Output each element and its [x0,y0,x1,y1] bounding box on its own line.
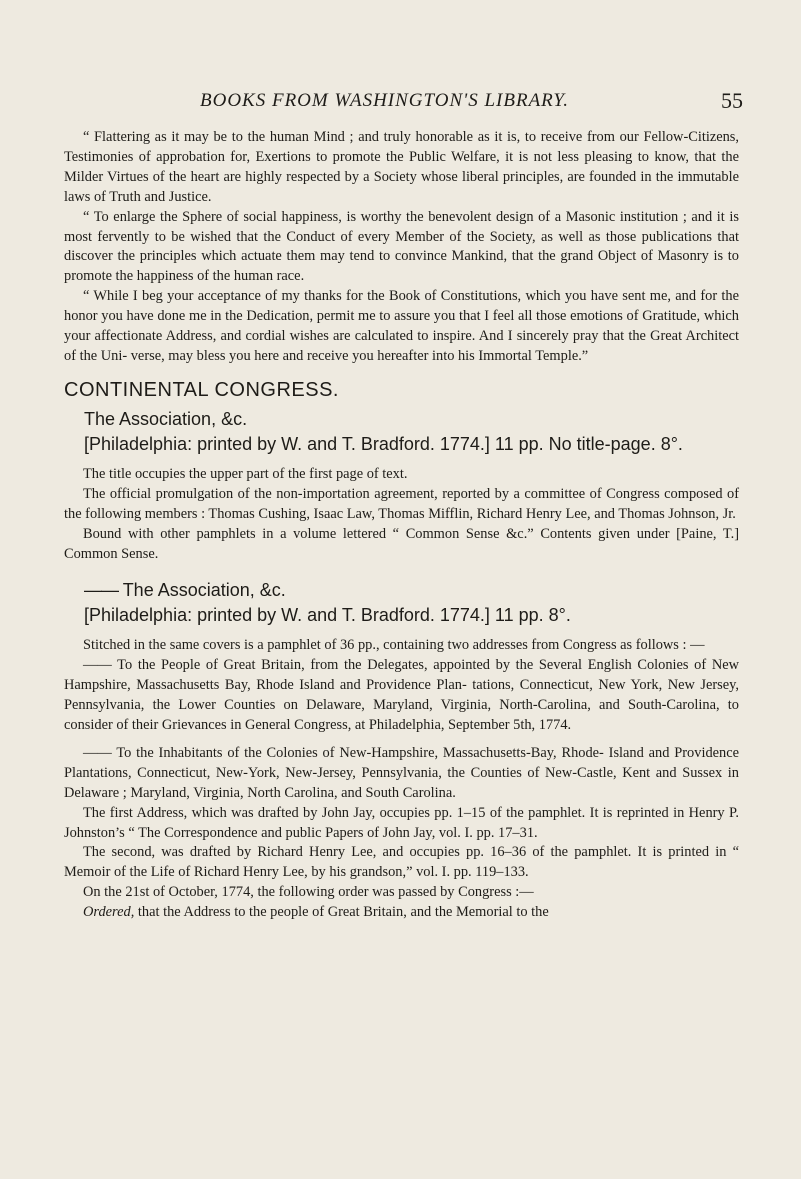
section-heading: CONTINENTAL CONGRESS. [64,378,339,401]
letter-paragraph-3: “ While I beg your acceptance of my thanks for the Book of Constitutions, which you have sent me, and for the honor you have done me in the Dedication, permit me to assure you that I feel all those emotions of Gratitude, which your affectionate Address, and cordial wishes are calculated to inspire. And I sincerely pray that the Great Architect of the Uni- verse, may bless you here and receive you hereafter into his Immortal Temple.” [64,288,739,364]
page-header [200,90,743,116]
running-title: BOOKS FROM WASHINGTON'S LIBRARY. [200,90,570,111]
page-body [64,128,739,923]
entry2-ordered [64,903,739,923]
entry1-title: The Association, &c. [84,408,248,429]
entry2-note-2: The second, was drafted by Richard Henry Lee, and occupies pp. 16–36 of the pamphlet. It is printed in “ Memoir of the Life of Richard Henry Lee, by his grandson,” vol. I. pp. 119–133. [64,844,739,881]
entry2-address-2: —— To the Inhabitants of the Colonies of New-Hampshire, Massachusetts-Bay, Rhode- Island and Providence Plantations, Connecticut, New-York, New-Jersey, Pennsylvania, the Counties of New-Castle, Kent and Sussex in Delaware ; Maryland, Virginia, North Carolina, and South Carolina. [64,744,739,801]
entry2-dash: —— [84,580,118,601]
entry1-note-3: Bound with other pamphlets in a volume lettered “ Common Sense &c.” Contents given under [Paine, T.] Common Sense. [64,525,739,562]
entry2-intro: Stitched in the same covers is a pamphlet of 36 pp., containing two addresses from Congress as follows : — [83,637,705,654]
entry2-note-3: On the 21st of October, 1774, the following order was passed by Congress :— [83,884,534,901]
letter-paragraph-1: “ Flattering as it may be to the human Mind ; and truly honorable as it is, to receive from our Fellow-Citizens, Testimonies of approbation for, Exertions to promote the Public Welfare, it is not less pleasing to know, that the Milder Virtues of the heart are highly respected by a Society whose liberal principles, are founded in the immutable laws of Truth and Justice. [64,129,739,205]
entry2-title: The Association, &c. [122,580,286,601]
entry2-title-line [64,578,739,603]
entry1-imprint: [Philadelphia: printed by W. and T. Bradford. 1774.] 11 pp. No title-page. 8°. [84,433,683,454]
letter-paragraph-2: “ To enlarge the Sphere of social happiness, is worthy the benevolent design of a Masonic institution ; and it is most fervently to be wished that the Conduct of every Member of the Society, as well as those publications that discover the principles which actuate them may tend to convince Mankind, that the grand Object of Masonry is to promote the happiness of the human race. [64,208,739,285]
entry2-address-1: —— To the People of Great Britain, from the Delegates, appointed by the Several English Colonies of New Hampshire, Massachusetts Bay, Rhode Island and Providence Plan- tations, Connecticut, New York, New Jersey, Pennsylvania, the Lower Counties on Delaware, Maryland, Virginia, North-Carolina, and South-Carolina, to consider of their Grievances in General Congress, at Philadelphia, September 5th, 1774. [64,657,739,734]
ordered-rest: that the Address to the people of Great Britain, and the Memorial to the [134,904,549,921]
spacer [64,736,739,744]
ordered-word: Ordered, [83,904,135,921]
entry2-imprint: [Philadelphia: printed by W. and T. Bradford. 1774.] 11 pp. 8°. [84,605,571,626]
entry1-note-2: The official promulgation of the non-importation agreement, reported by a committee of Congress composed of the following members : Thomas Cushing, Isaac Law, Thomas Mifflin, Richard Henry Lee, and Thomas Johnson, Jr. [64,485,739,522]
page-number: 55 [721,88,743,113]
spacer [64,564,739,578]
entry1-note-1: The title occupies the upper part of the first page of text. [83,465,408,482]
entry2-note-1: The first Address, which was drafted by John Jay, occupies pp. 1–15 of the pamphlet. It is reprinted in Henry P. Johnston’s “ The Correspondence and public Papers of John Jay, vol. I. pp. 17–31. [64,804,739,841]
